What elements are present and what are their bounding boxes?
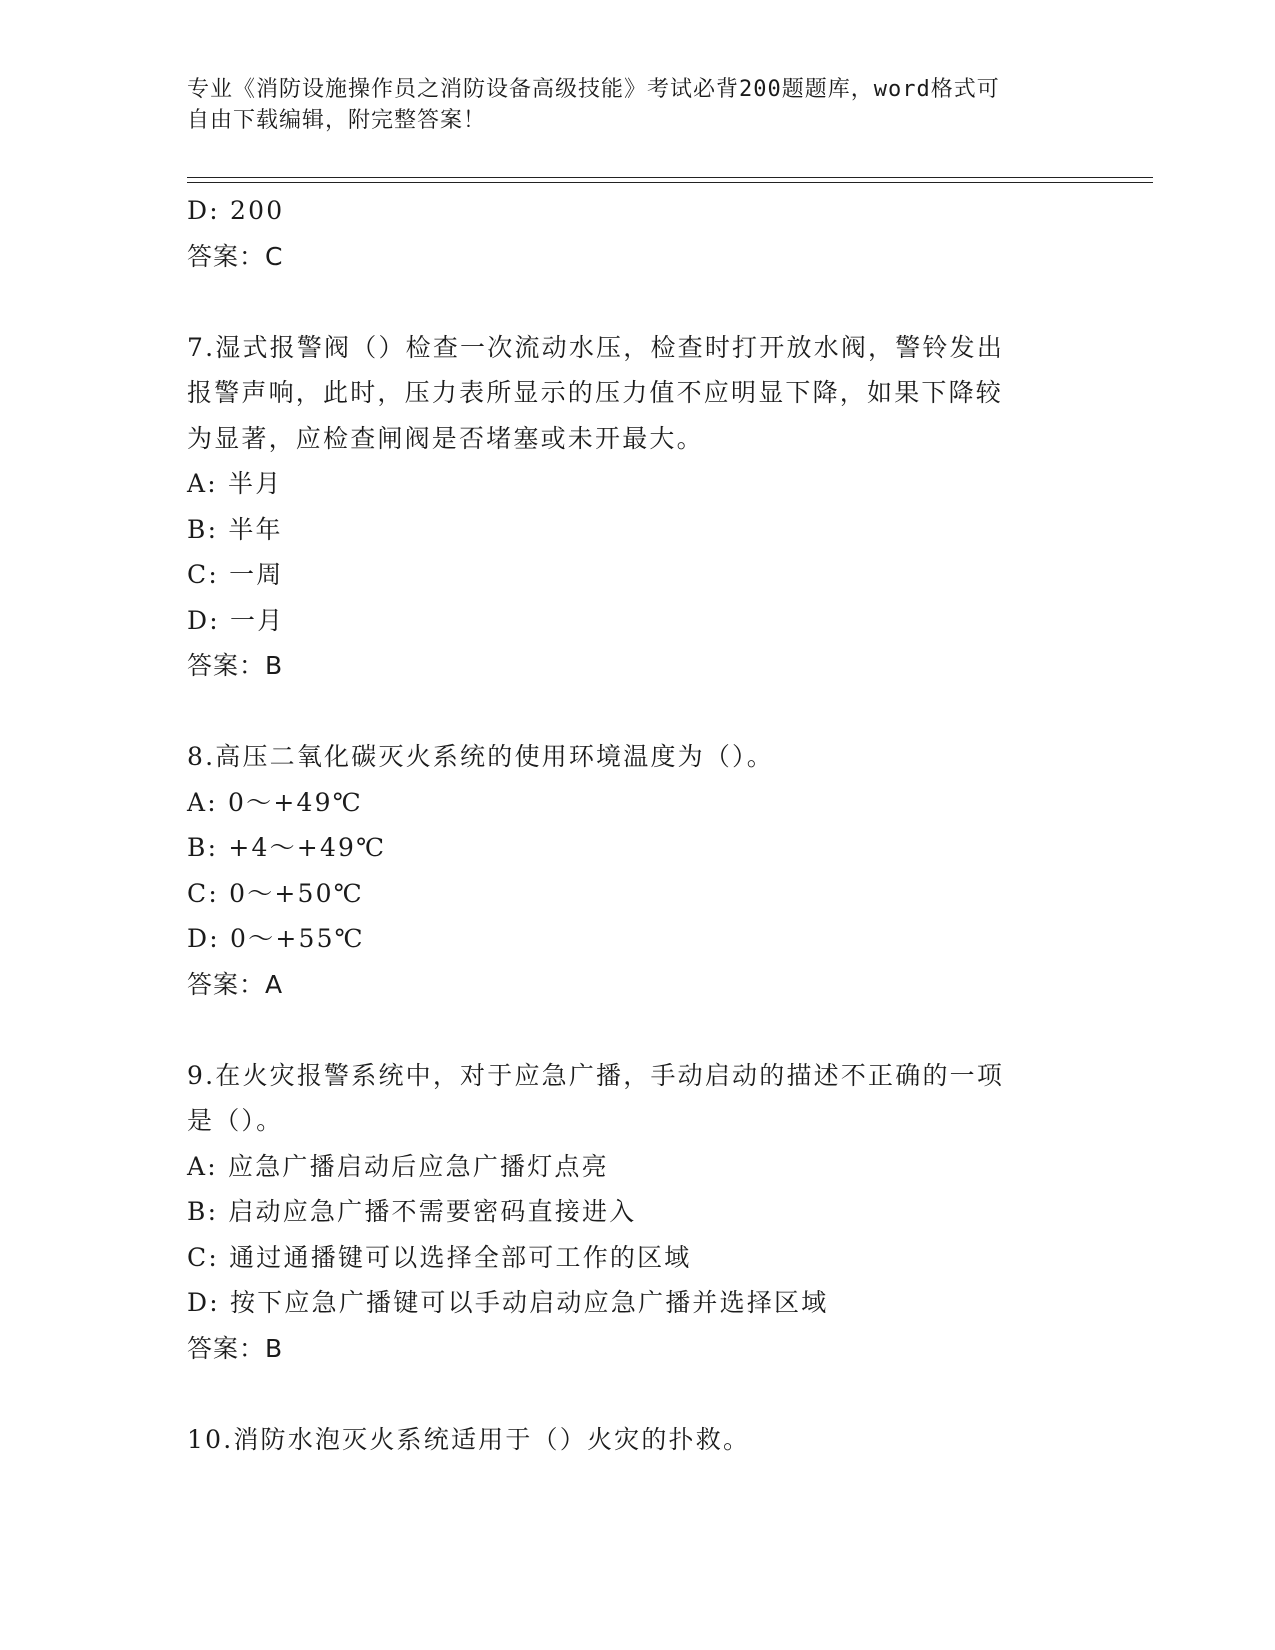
prev-option-d: D: 200 (187, 196, 285, 225)
question-7 (187, 325, 1087, 689)
option-a: A: 应急广播启动后应急广播灯点亮 (187, 1151, 609, 1181)
option-c: C: 0～+50℃ (187, 878, 364, 908)
question-stem-line: 9.在火灾报警系统中，对于应急广播，手动启动的描述不正确的一项 (187, 1060, 1005, 1090)
question-stem-line: 报警声响，此时，压力表所显示的压力值不应明显下降，如果下降较 (187, 378, 1004, 407)
question-answer: 答案：A (187, 969, 284, 999)
question-stem-line: 7.湿式报警阀（）检查一次流动水压，检查时打开放水阀，警铃发出 (187, 332, 1005, 362)
question-spacer (187, 689, 1087, 735)
question-stem-line: 8.高压二氧化碳灭火系统的使用环境温度为（）。 (187, 742, 774, 771)
question-answer: 答案：B (187, 1333, 284, 1363)
question-10 (187, 1417, 1087, 1463)
option-c: C: 通过通播键可以选择全部可工作的区域 (187, 1242, 692, 1272)
option-b: B: +4～+49℃ (187, 833, 387, 862)
question-9 (187, 1053, 1087, 1372)
question-stem-line: 为显著，应检查闸阀是否堵塞或未开最大。 (187, 423, 704, 453)
option-a: A: 半月 (187, 469, 283, 498)
page-header (187, 74, 1067, 136)
header-title-line-1: 专业《消防设施操作员之消防设备高级技能》考试必背200题题库，word格式可 (187, 77, 1000, 102)
question-8 (187, 734, 1087, 1007)
prev-answer: 答案：C (187, 241, 284, 271)
header-title-line-2: 自由下载编辑，附完整答案！ (187, 108, 487, 133)
header-divider-top (187, 177, 1153, 178)
option-c: C: 一周 (187, 560, 284, 589)
option-d: D: 按下应急广播键可以手动启动应急广播并选择区域 (187, 1288, 829, 1317)
option-a: A: 0～+49℃ (187, 787, 363, 817)
question-stem-line: 10.消防水泡灭火系统适用于（）火灾的扑救。 (187, 1424, 751, 1454)
question-answer: 答案：B (187, 651, 284, 680)
question-list (187, 188, 1087, 1462)
question-stem-line: 是（）。 (187, 1106, 284, 1135)
question-spacer (187, 1371, 1087, 1417)
question-spacer (187, 279, 1087, 325)
option-d: D: 0～+55℃ (187, 924, 365, 953)
option-b: B: 启动应急广播不需要密码直接进入 (187, 1197, 637, 1226)
question-spacer (187, 1007, 1087, 1053)
header-divider-bottom (187, 182, 1153, 183)
option-b: B: 半年 (187, 514, 283, 544)
option-d: D: 一月 (187, 605, 285, 635)
